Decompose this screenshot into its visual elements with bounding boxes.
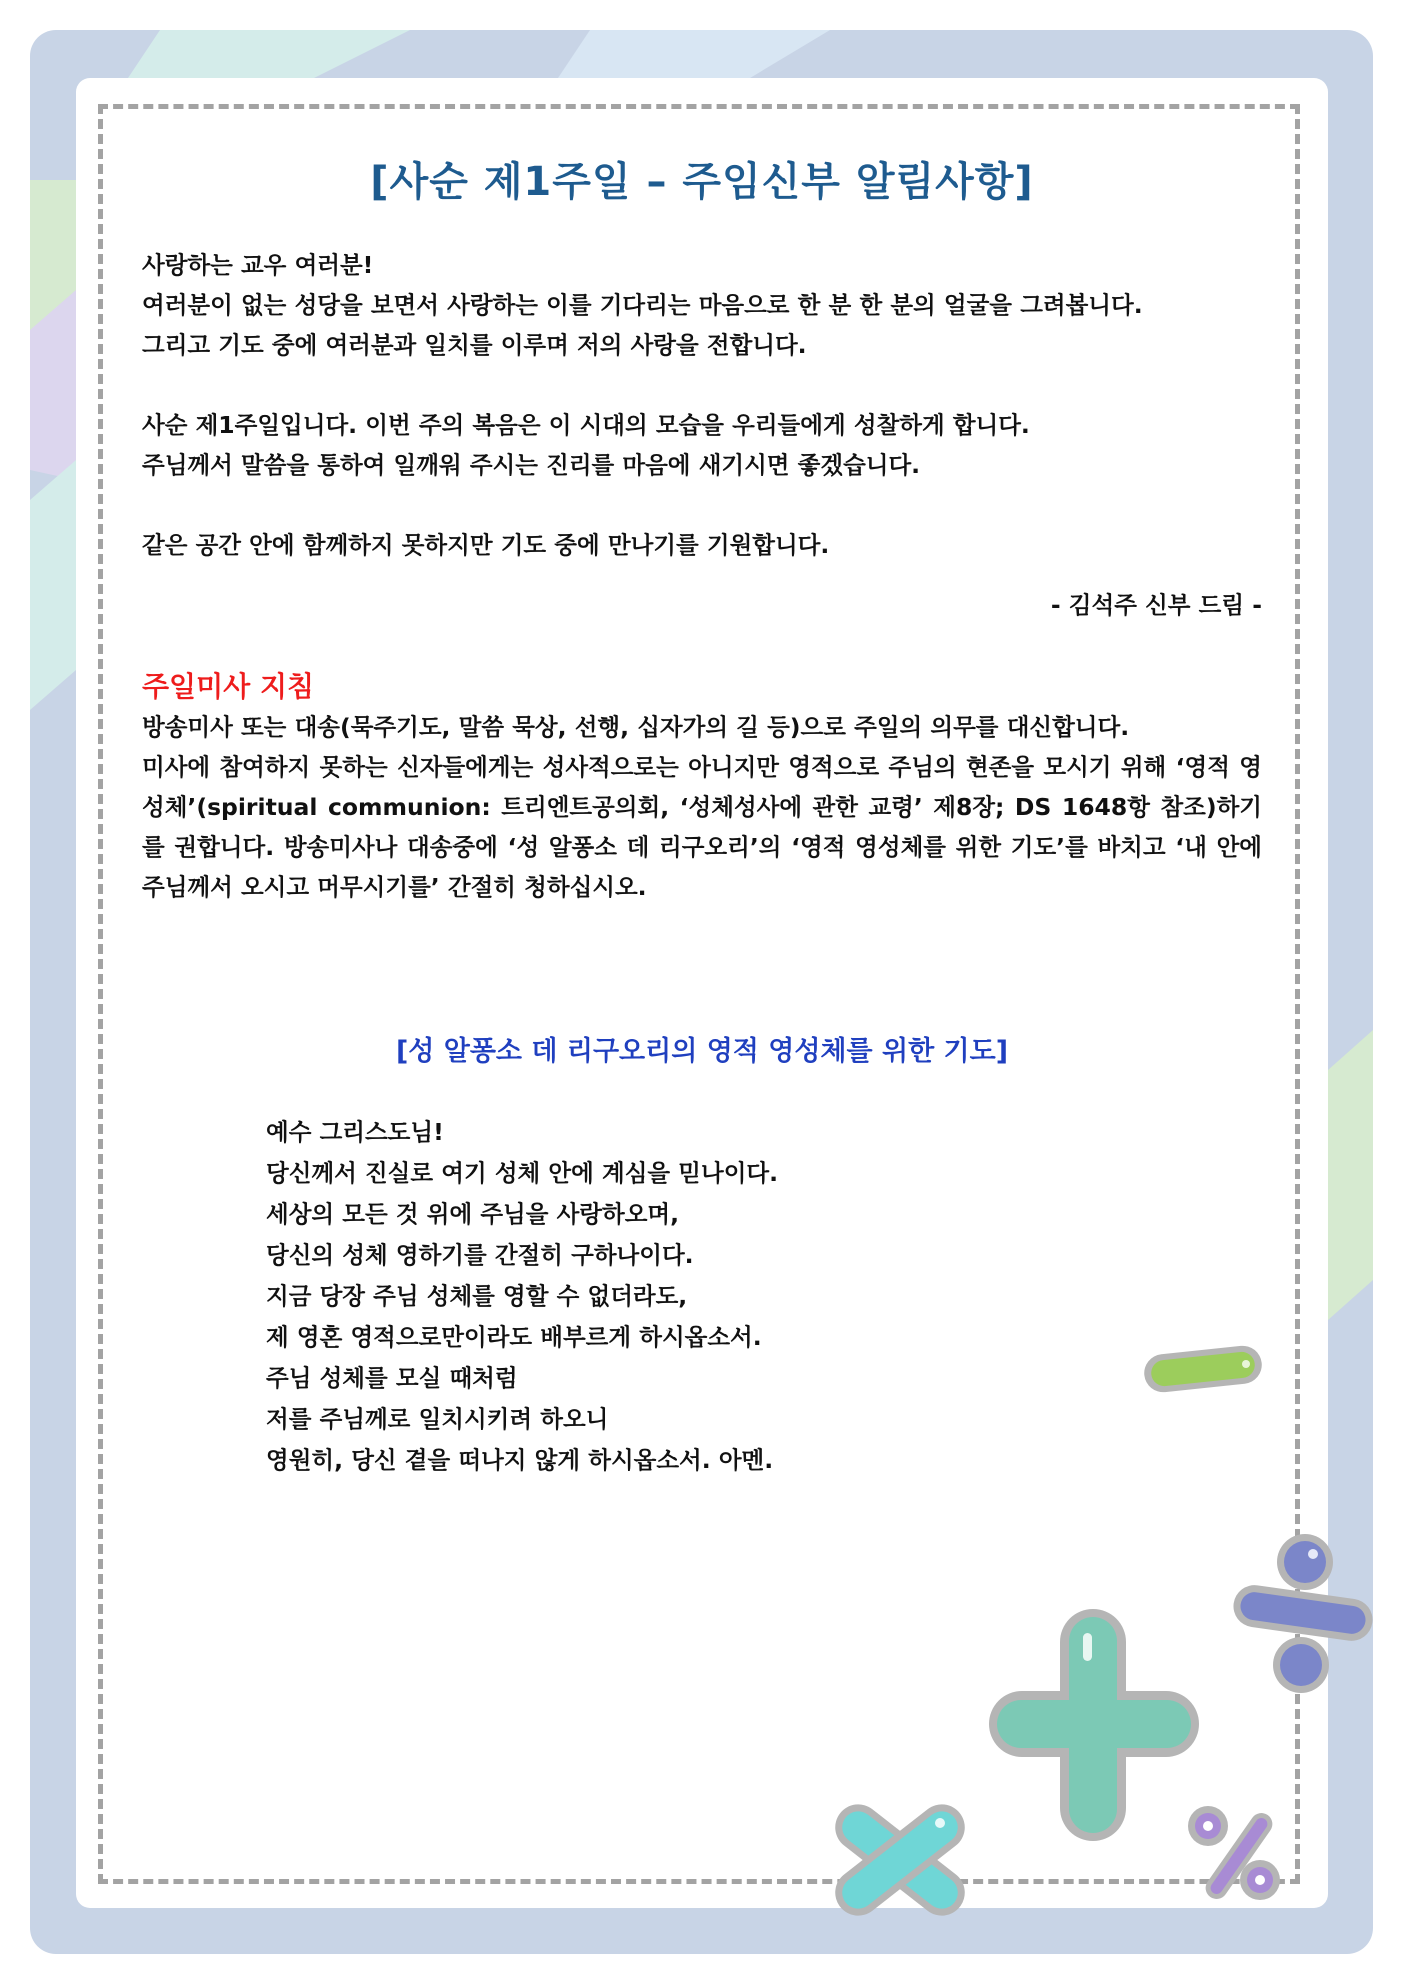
prayer-line: 영원히, 당신 곁을 떠나지 않게 하시옵소서. 아멘. [266,1446,774,1474]
guideline-body: 미사에 참여하지 못하는 신자들에게는 성사적으로는 아니지만 영적으로 주님의 현존을 모시기 위해 ‘영적 영성체’(spiritual communion: 트리엔트공의회, ‘성체성사에 관한 교령’ 제8장; DS 1648항 참조)하기를 권합니다. 방송미사나 대송중에 ‘성 알퐁소 데 리구오리’의 ‘영적 영성체를 위한 기도’를 바치고 ‘내 안에 주님께서 오시고 머무시기를’ 간절히 청하십시오. [142,753,1262,901]
text-line: 사순 제1주일입니다. 이번 주의 복음은 이 시대의 모습을 우리들에게 성찰하게 합니다. [142,411,1030,439]
multiply-icon [820,1785,980,1935]
prayer-line: 당신께서 진실로 여기 성체 안에 계심을 믿나이다. [266,1159,779,1187]
guideline-line: 방송미사 또는 대송(묵주기도, 말씀 묵상, 선행, 십자가의 길 등)으로 주일의 의무를 대신합니다. [142,713,1130,741]
percent-icon [1180,1800,1290,1910]
notice-content [142,150,1262,1481]
prayer-line: 지금 당장 주님 성체를 영할 수 없더라도, [266,1282,688,1310]
text-line: 주님께서 말씀을 통하여 일깨워 주시는 진리를 마음에 새기시면 좋겠습니다. [142,451,921,479]
prayer-line: 저를 주님께로 일치시키려 하오니 [266,1405,609,1433]
divide-icon [1225,1530,1375,1700]
signature: - 김석주 신부 드림 - [1050,591,1262,619]
prayer-title: [성 알퐁소 데 리구오리의 영적 영성체를 위한 기도] [395,1036,1009,1067]
prayer-line: 당신의 성체 영하기를 간절히 구하나이다. [266,1241,694,1269]
guideline-heading: 주일미사 지침 [142,670,315,703]
text-line: 여러분이 없는 성당을 보면서 사랑하는 이를 기다리는 마음으로 한 분 한 분의 얼굴을 그려봅니다. [142,291,1143,319]
prayer-line: 주님 성체를 모실 때처럼 [266,1364,518,1392]
plus-icon [985,1605,1205,1845]
text-line: 같은 공간 안에 함께하지 못하지만 기도 중에 만나기를 기원합니다. [142,531,830,559]
minus-icon [1138,1340,1268,1400]
text-line: 그리고 기도 중에 여러분과 일치를 이루며 저의 사랑을 전합니다. [142,331,807,359]
letter-paragraph-3 [142,525,1262,565]
prayer-line: 세상의 모든 것 위에 주님을 사랑하오며, [266,1200,680,1228]
letter-paragraph-1 [142,245,1262,365]
text-line: 사랑하는 교우 여러분! [142,251,374,279]
prayer-line: 제 영혼 영적으로만이라도 배부르게 하시옵소서. [266,1323,762,1351]
letter-paragraph-2 [142,405,1262,485]
page-title: [사순 제1주일 – 주임신부 알림사항] [370,159,1034,205]
prayer-line: 예수 그리스도님! [266,1118,444,1146]
prayer-text [142,1112,1262,1481]
